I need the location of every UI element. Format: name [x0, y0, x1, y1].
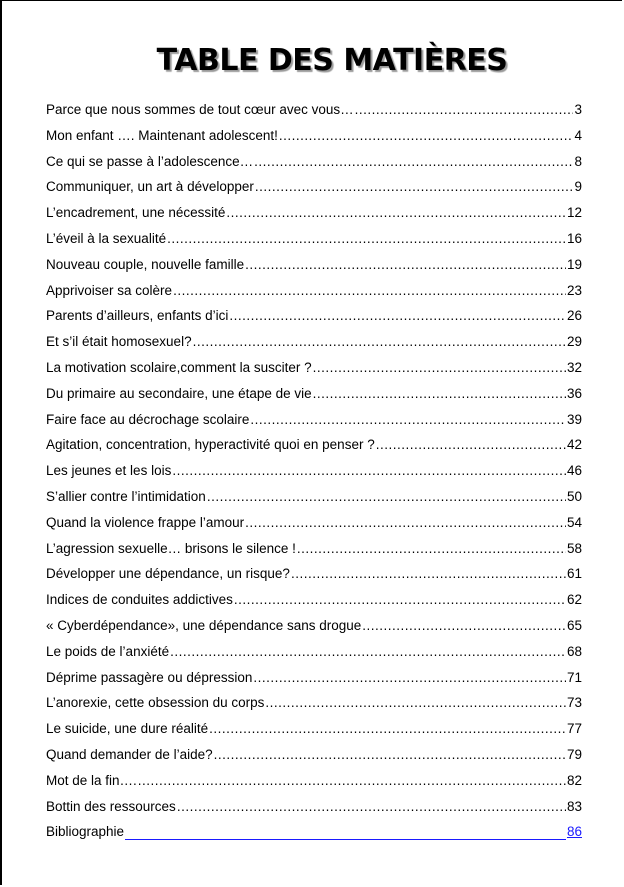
toc-entry-title: L’éveil à la sexualité: [46, 230, 167, 246]
toc-dot-leader: [245, 510, 566, 536]
toc-entry-page-number: 4: [574, 127, 582, 143]
toc-dot-leader: [255, 174, 574, 200]
toc-entry-title: La motivation scolaire,comment la susciter ?: [46, 359, 312, 375]
toc-entry-title: Du primaire au secondaire, une étape de vie: [46, 385, 312, 401]
toc-entry[interactable]: [46, 484, 582, 510]
toc-entry-title: Ce qui se passe à l’adolescence…: [46, 153, 254, 169]
toc-dot-leader: [138, 768, 566, 794]
toc-entry-title: Quand la violence frappe l’amour: [46, 514, 245, 530]
toc-entry-page-number: 36: [566, 385, 582, 401]
toc-entry[interactable]: [46, 252, 582, 278]
toc-entry[interactable]: [46, 768, 582, 794]
toc-entry-page-number: 26: [566, 308, 582, 324]
toc-dot-leader: [250, 407, 566, 433]
toc-entry-page-number: 68: [566, 643, 582, 659]
toc-entry[interactable]: [46, 149, 582, 175]
toc-dot-leader: [313, 381, 566, 407]
toc-entry-title: Le poids de l’anxiété: [46, 643, 170, 659]
toc-entry[interactable]: [46, 407, 582, 433]
toc-entry-title: Développer une dépendance, un risque?: [46, 566, 290, 582]
toc-entry-page-number: 71: [566, 669, 582, 685]
toc-dot-leader: [291, 561, 566, 587]
toc-entry-page-number: 54: [566, 514, 582, 530]
toc-entry-page-number: 8: [574, 153, 582, 169]
toc-entry[interactable]: [46, 123, 582, 149]
toc-entry-title: Nouveau couple, nouvelle famille: [46, 256, 245, 272]
toc-entry[interactable]: [46, 742, 582, 768]
toc-entry[interactable]: [46, 639, 582, 665]
toc-entry-page-number: 39: [566, 411, 582, 427]
toc-dot-leader: [245, 252, 566, 278]
toc-entry[interactable]: [46, 278, 582, 304]
toc-dot-leader: [172, 458, 566, 484]
toc-entry-page-number: 29: [566, 334, 582, 350]
table-of-contents: [46, 97, 582, 845]
toc-entry-page-number: 83: [566, 798, 582, 814]
toc-entry[interactable]: [46, 613, 582, 639]
toc-entry-page-number[interactable]: 86: [566, 824, 582, 840]
toc-dot-leader: [177, 794, 566, 820]
toc-dot-leader: [234, 587, 566, 613]
toc-dot-leader: [254, 149, 573, 175]
toc-dot-leader: [209, 716, 566, 742]
toc-entry-title: L’anorexie, cette obsession du corps: [46, 695, 265, 711]
toc-entry-title: « Cyberdépendance», une dépendance sans drogue: [46, 617, 362, 633]
toc-entry-page-number: 9: [574, 179, 582, 195]
toc-dot-leader: [376, 432, 566, 458]
toc-entry-page-number: 58: [566, 540, 582, 556]
toc-entry[interactable]: [46, 536, 582, 562]
toc-entry-page-number: 23: [566, 282, 582, 298]
toc-dot-leader: [214, 742, 566, 768]
toc-dot-leader: [173, 278, 566, 304]
toc-entry-title: Indices de conduites addictives: [46, 592, 233, 608]
toc-entry-page-number: 19: [566, 256, 582, 272]
toc-entry[interactable]: [46, 587, 582, 613]
toc-entry-page-number: 82: [566, 772, 582, 788]
toc-entry-page-number: 61: [566, 566, 582, 582]
toc-entry-page-number: 16: [566, 230, 582, 246]
toc-dot-leader: [193, 329, 566, 355]
toc-entry-title: Mon enfant …. Maintenant adolescent!: [46, 127, 278, 143]
toc-entry[interactable]: [46, 510, 582, 536]
toc-entry-title: Déprime passagère ou dépression: [46, 669, 253, 685]
toc-entry-title: Parents d’ailleurs, enfants d’ici: [46, 308, 229, 324]
toc-dot-leader: [355, 97, 574, 123]
toc-entry-title: Bibliographie: [46, 824, 125, 840]
toc-entry[interactable]: [46, 200, 582, 226]
toc-entry[interactable]: [46, 381, 582, 407]
toc-entry-title: S’allier contre l’intimidation: [46, 488, 206, 504]
toc-entry[interactable]: [46, 458, 582, 484]
toc-entry-title: L’agression sexuelle… brisons le silence !: [46, 540, 296, 556]
toc-dot-leader: [167, 226, 566, 252]
toc-entry-page-number: 32: [566, 359, 582, 375]
toc-dot-leader: [226, 200, 566, 226]
toc-entry-page-number: 62: [566, 592, 582, 608]
toc-entry-page-number: 73: [566, 695, 582, 711]
toc-entry-title: Bottin des ressources: [46, 798, 176, 814]
toc-entry[interactable]: [46, 819, 582, 845]
toc-dot-leader: [265, 690, 566, 716]
toc-entry-title: Le suicide, une dure réalité: [46, 721, 209, 737]
toc-entry-title: Agitation, concentration, hyperactivité quoi en penser ?: [46, 437, 375, 453]
toc-entry-title: L’encadrement, une nécessité: [46, 205, 226, 221]
page-title: TABLE DES MATIÈRES: [156, 43, 508, 78]
toc-entry-page-number: 3: [574, 102, 582, 117]
toc-dot-leader: [362, 613, 566, 639]
toc-entry-title: Apprivoiser sa colère: [46, 282, 173, 298]
toc-dot-leader: [313, 355, 566, 381]
toc-entry-page-number: 46: [566, 463, 582, 479]
toc-entry[interactable]: [46, 329, 582, 355]
toc-dot-leader: [297, 536, 566, 562]
toc-entry[interactable]: [46, 690, 582, 716]
toc-entry[interactable]: [46, 561, 582, 587]
toc-entry[interactable]: [46, 355, 582, 381]
toc-entry[interactable]: [46, 716, 582, 742]
toc-dot-leader: [207, 484, 566, 510]
toc-dot-leader: [170, 639, 566, 665]
toc-entry-page-number: 65: [566, 617, 582, 633]
toc-entry[interactable]: [46, 97, 582, 123]
toc-dot-leader: [229, 303, 566, 329]
toc-entry-page-number: 77: [566, 721, 582, 737]
toc-entry-page-number: 50: [566, 488, 582, 504]
toc-entry[interactable]: [46, 303, 582, 329]
toc-entry[interactable]: [46, 432, 582, 458]
toc-entry-title: Et s’il était homosexuel?: [46, 334, 192, 350]
toc-entry-page-number: 12: [566, 205, 582, 221]
toc-entry-title: Faire face au décrochage scolaire: [46, 411, 250, 427]
toc-entry-page-number: 42: [566, 437, 582, 453]
toc-entry[interactable]: [46, 174, 582, 200]
toc-dot-leader: [279, 123, 574, 149]
toc-entry[interactable]: [46, 226, 582, 252]
toc-entry-title: Mot de la fin….: [46, 772, 137, 788]
toc-entry[interactable]: [46, 794, 582, 820]
toc-dot-leader: [253, 665, 566, 691]
toc-entry-title: Quand demander de l’aide?: [46, 746, 213, 762]
toc-entry-title: Communiquer, un art à développer: [46, 179, 254, 195]
toc-entry[interactable]: [46, 665, 582, 691]
toc-entry-title: Les jeunes et les lois: [46, 463, 172, 479]
toc-entry-page-number: 79: [566, 746, 582, 762]
toc-dot-leader: [125, 819, 566, 845]
toc-entry-title: Parce que nous sommes de tout cœur avec vous…: [46, 102, 354, 117]
